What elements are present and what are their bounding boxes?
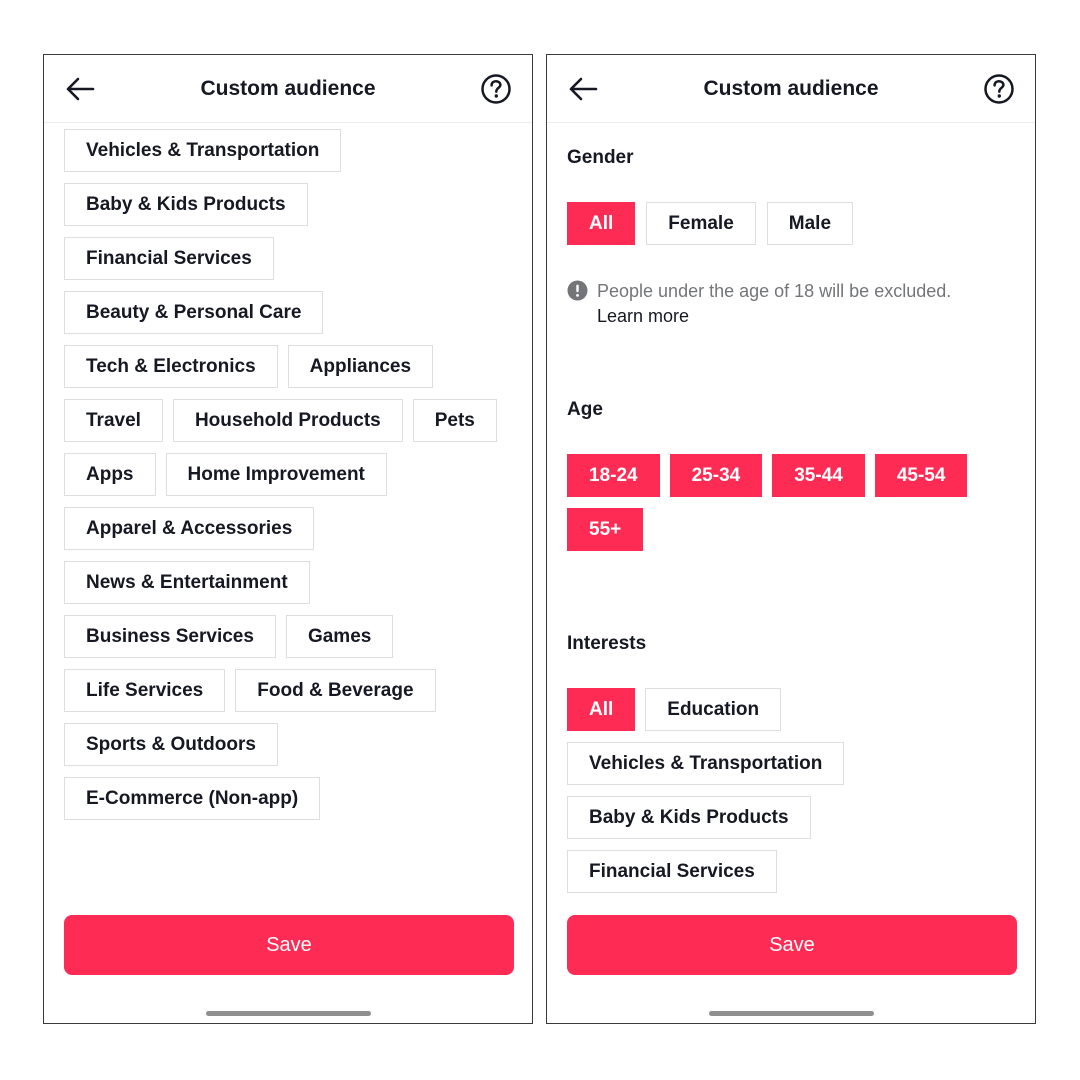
interest-chip-food-beverage[interactable]: Food & Beverage — [235, 669, 435, 712]
help-button[interactable] — [480, 73, 512, 105]
interest-chip-business-services[interactable]: Business Services — [64, 615, 276, 658]
question-circle-icon — [480, 73, 512, 105]
interest-chip-all[interactable]: All — [567, 688, 635, 731]
age-section-label: Age — [567, 399, 603, 420]
notice-text: People under the age of 18 will be excluded. — [597, 281, 952, 301]
interest-chip-financial-services[interactable]: Financial Services — [567, 850, 777, 893]
interest-chip-education[interactable]: Education — [645, 688, 781, 731]
exclamation-circle-icon — [567, 280, 588, 301]
age-chip-35-44[interactable]: 35-44 — [772, 454, 865, 497]
age-chip-55-plus[interactable]: 55+ — [567, 508, 643, 551]
save-button[interactable]: Save — [567, 915, 1017, 975]
interest-chip-life-services[interactable]: Life Services — [64, 669, 225, 712]
learn-more-link[interactable]: Learn more — [597, 306, 690, 326]
interest-chip-list — [64, 129, 516, 820]
interest-chip-sports-outdoors[interactable]: Sports & Outdoors — [64, 723, 278, 766]
age-chip-list — [567, 454, 1019, 551]
interest-chip-games[interactable]: Games — [286, 615, 393, 658]
gender-chip-male[interactable]: Male — [767, 202, 853, 245]
interest-chip-vehicles-transportation[interactable]: Vehicles & Transportation — [64, 129, 341, 172]
left-screen — [43, 54, 533, 1024]
interest-chip-baby-kids-products[interactable]: Baby & Kids Products — [64, 183, 308, 226]
interest-chip-beauty-personal-care[interactable]: Beauty & Personal Care — [64, 291, 323, 334]
save-button[interactable]: Save — [64, 915, 514, 975]
interest-chip-news-entertainment[interactable]: News & Entertainment — [64, 561, 310, 604]
interest-chip-appliances[interactable]: Appliances — [288, 345, 433, 388]
age-chip-18-24[interactable]: 18-24 — [567, 454, 660, 497]
page-title: Custom audience — [200, 77, 376, 100]
interests-section-label: Interests — [567, 633, 647, 654]
interest-chip-financial-services[interactable]: Financial Services — [64, 237, 274, 280]
home-indicator — [206, 1011, 371, 1016]
interest-chip-tech-electronics[interactable]: Tech & Electronics — [64, 345, 278, 388]
right-screen — [546, 54, 1036, 1024]
gender-section-label: Gender — [567, 147, 634, 168]
interest-chip-vehicles-transportation[interactable]: Vehicles & Transportation — [567, 742, 844, 785]
interest-chip-e-commerce-non-app[interactable]: E-Commerce (Non-app) — [64, 777, 320, 820]
interest-chip-home-improvement[interactable]: Home Improvement — [166, 453, 387, 496]
interest-chip-travel[interactable]: Travel — [64, 399, 163, 442]
interest-chip-baby-kids-products[interactable]: Baby & Kids Products — [567, 796, 811, 839]
interest-chip-apps[interactable]: Apps — [64, 453, 156, 496]
gender-chip-female[interactable]: Female — [646, 202, 755, 245]
top-bar — [547, 55, 1035, 123]
interest-chip-apparel-accessories[interactable]: Apparel & Accessories — [64, 507, 314, 550]
question-circle-icon — [983, 73, 1015, 105]
interest-chip-list — [567, 688, 1019, 893]
help-button[interactable] — [983, 73, 1015, 105]
interest-chip-pets[interactable]: Pets — [413, 399, 497, 442]
age-chip-45-54[interactable]: 45-54 — [875, 454, 968, 497]
gender-chip-all[interactable]: All — [567, 202, 635, 245]
page-title: Custom audience — [703, 77, 879, 100]
age-chip-25-34[interactable]: 25-34 — [670, 454, 763, 497]
interest-chip-household-products[interactable]: Household Products — [173, 399, 403, 442]
home-indicator — [709, 1011, 874, 1016]
top-bar — [44, 55, 532, 123]
gender-chip-list — [567, 202, 1019, 245]
